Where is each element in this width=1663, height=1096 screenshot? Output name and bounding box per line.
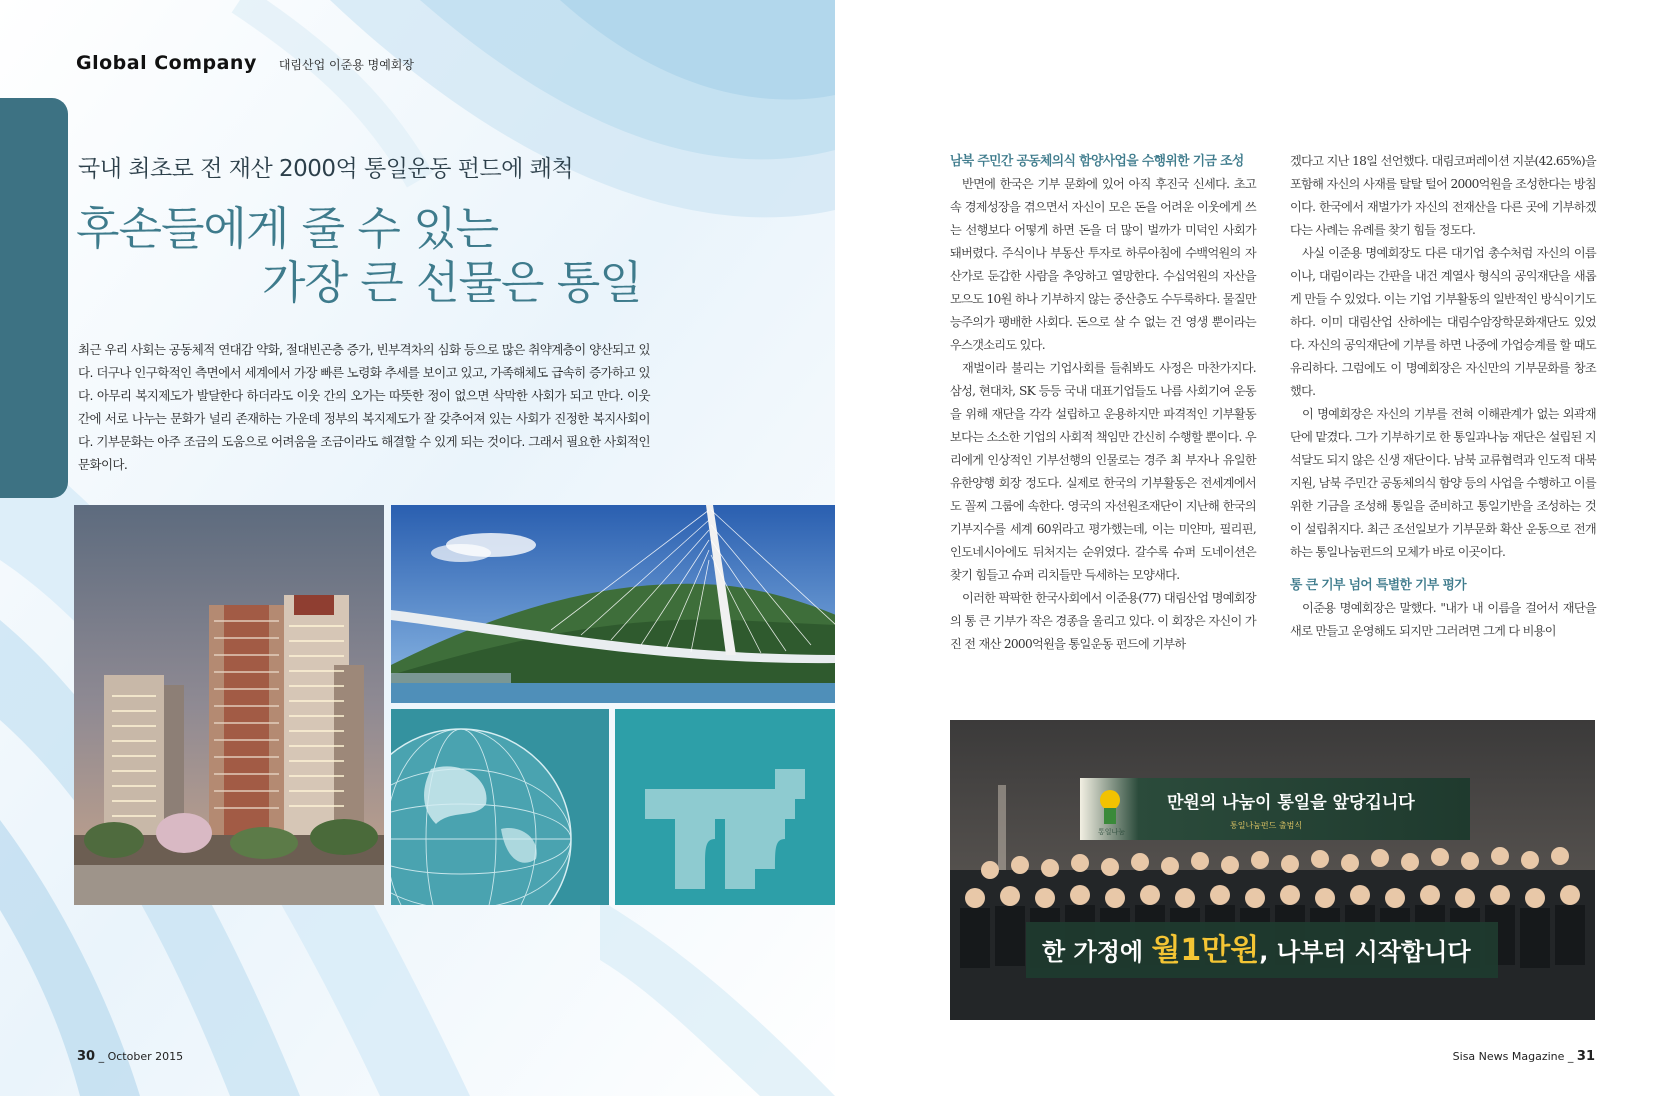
event-caption-post: , 나부터 시작합니다	[1259, 938, 1471, 966]
fund-launch-event-photo	[950, 720, 1595, 1020]
magazine-name: Sisa News Magazine _	[1452, 1050, 1574, 1063]
column2-paragraph-2: 사실 이준용 명예회장도 다른 대기업 총수처럼 자신의 이름이나, 대림이라는 간판을 내건 계열사 형식의 공익재단을 새롭게 만들 수 있었다. 이는 기업 기부활동의 일반적인 방식이기도 하다. 이미 대림산업 산하에는 대림수암장학문화재단도 있었다. 자신의 공익재단에 기부를 하면 나중에 가업승계를 할 때도 유리하다. 그럼에도 이 명예회장은 자신만의 기부문화를 창조했다.	[1290, 246, 1596, 398]
column2-subhead: 통 큰 기부 넘어 특별한 기부 평가	[1290, 578, 1467, 593]
column2-paragraph-4: 이준용 명예회장은 말했다. "내가 내 이름을 걸어서 재단을 새로 만들고 운영해도 되지만 그러려면 그게 다 비용이	[1290, 601, 1596, 638]
article-intro: 최근 우리 사회는 공동체적 연대감 약화, 절대빈곤층 증가, 빈부격차의 심화 등으로 많은 취약계층이 양산되고 있다. 더구나 인구학적인 측면에서 세계에서 가장 빠른 노령화 추세를 보이고 있고, 가족해체도 급속히 증가하고 있다. 아무리 복지제도가 발달한다 하더라도 이웃 간의 오가는 따뜻한 정이 없으면 삭막한 사회가 되고 만다. 이웃 간에 서로 나누는 문화가 널리 존재하는 가운데 정부의 복지제도가 잘 갖추어져 있는 사회가 진정한 복지사회이다. 기부문화는 아주 조금의 도움으로 어려움을 조금이라도 해결할 수 있게 되는 것이다. 그래서 필요한 사회적인 문화이다.	[78, 342, 650, 472]
left-page-folio	[77, 1049, 183, 1064]
event-caption-pre: 한 가정에	[1042, 938, 1152, 966]
globe-graphic	[391, 709, 609, 905]
column1-paragraph-3: 이러한 팍팍한 한국사회에서 이준용(77) 대림산업 명예회장의 통 큰 기부가 작은 경종을 울리고 있다. 이 회장은 자신이 가진 전 재산 2000억원을 통일운동 펀드에 기부하	[950, 591, 1256, 651]
right-page-number: 31	[1576, 1049, 1595, 1064]
article-headline-line2: 가장 큰 선물은 통일	[262, 256, 642, 309]
section-side-tab	[0, 98, 68, 498]
event-caption	[1042, 933, 1471, 968]
column1-paragraph-1: 반면에 한국은 기부 문화에 있어 아직 후진국 신세다. 초고속 경제성장을 겪으면서 자신이 모은 돈을 어려운 이웃에게 쓰는 선행보다 어떻게 하면 돈을 더 많이 벌까가 미덕인 사회가 돼버렸다. 주식이나 부동산 투자로 하루아침에 수백억원의 자산가로 둔갑한 사람을 추앙하고 열망한다. 수십억원의 자산을 모으도 10원 하나 기부하지 않는 중산층도 수두룩하다. 물질만능주의가 팽배한 사회다. 돈으로 살 수 없는 건 영생 뿐이라는 우스갯소리도 있다.	[950, 177, 1256, 352]
column1-subhead: 남북 주민간 공동체의식 함양사업을 수행위한 기금 조성	[950, 154, 1244, 169]
event-banner-title: 만원의 나눔이 통일을 앞당깁니다	[1167, 793, 1415, 813]
event-banner-subtitle: 통일나눔펀드 출범식	[1230, 821, 1303, 830]
column2-paragraph-3: 이 명예회장은 자신의 기부를 전혀 이해관계가 없는 외곽재단에 맡겼다. 그가 기부하기로 한 통일과나눔 재단은 설립된 지 석달도 되지 않은 신생 재단이다. 남북 교류협력과 인도적 대북지원, 남북 주민간 공동체의식 함양 등의 사업을 수행하고 이를 위한 기금을 조성해 통일을 준비하고 통일기반을 조성하는 것이 설립취지다. 최근 조선일보가 기부문화 확산 운동으로 전개하는 통일나눔펀드의 모체가 바로 이곳이다.	[1290, 407, 1596, 559]
left-page-number: 30	[77, 1049, 96, 1064]
foundation-logo-graphic	[615, 709, 835, 905]
left-page-issue: October 2015	[107, 1050, 184, 1063]
column1-paragraph-2: 재벌이라 불리는 기업사회를 들춰봐도 사정은 마찬가지다. 삼성, 현대차, SK 등등 국내 대표기업들도 나름 사회기여 운동을 위해 재단을 각각 설립하고 운용하지만 파격적인 기부활동 보다는 소소한 기업의 사회적 책임만 간신히 수행할 뿐이다. 우리에게 인상적인 기부선행의 인물로는 경주 최 부자나 유일한 유한양행 회장 정도다. 실제로 한국의 기부활동은 전세계에서도 꼴찌 그룹에 속한다. 영국의 자선원조재단이 지난해 한국의 기부지수를 세계 60위라고 평가했는데, 이는 미얀마, 필리핀, 인도네시아에도 뒤처지는 순위였다. 갈수록 슈퍼 도네이션은 찾기 힘들고 슈퍼 리치들만 득세하는 모양새다.	[950, 361, 1256, 582]
article-column-2	[1290, 150, 1596, 643]
apartment-complex-photo	[74, 505, 384, 905]
right-page	[835, 0, 1663, 1096]
event-caption-highlight: 월1만원	[1151, 933, 1260, 968]
section-title: Global Company	[76, 52, 257, 74]
column2-paragraph-1: 겠다고 지난 18일 선언했다. 대림코퍼레이션 지분(42.65%)을 포함해 자신의 사재를 탈탈 털어 2000억원을 조성한다는 방침이다. 한국에서 재벌가가 자신의 전재산을 다른 곳에 기부하겠다는 사례는 유례를 찾기 힘들 정도다.	[1290, 154, 1596, 237]
cable-bridge-photo	[391, 505, 835, 703]
section-header	[76, 52, 414, 74]
section-subtitle: 대림산업 이준용 명예회장	[278, 58, 414, 72]
article-headline-line1: 후손들에게 줄 수 있는	[76, 202, 499, 255]
left-page-separator: _	[98, 1050, 108, 1063]
event-logo-text: 통일나눔	[1098, 828, 1126, 836]
right-page-folio	[1453, 1049, 1595, 1064]
column2-spacer	[1290, 564, 1596, 574]
article-kicker: 국내 최초로 전 재산 2000억 통일운동 펀드에 쾌척	[78, 156, 574, 182]
article-column-1	[950, 150, 1256, 656]
